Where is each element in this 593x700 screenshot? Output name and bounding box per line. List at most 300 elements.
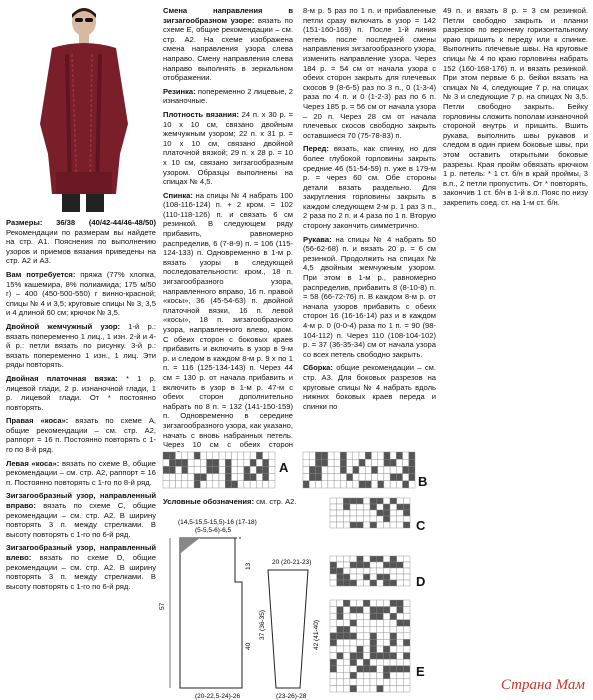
grid-cell xyxy=(383,580,390,586)
grid-cell xyxy=(363,568,370,574)
grid-cell xyxy=(357,568,364,574)
grid-cell xyxy=(383,504,390,510)
grid-cell xyxy=(207,452,213,459)
right-cable-heading: Правая «коса»: xyxy=(6,416,69,426)
grid-cell xyxy=(390,452,396,459)
grid-cell xyxy=(365,481,371,488)
legend-label: Условные обозначения: xyxy=(163,497,255,506)
grid-cell xyxy=(363,639,370,646)
grid-cell xyxy=(188,466,194,473)
dim-body-height: 57 xyxy=(159,602,166,610)
grid-cell xyxy=(330,639,337,646)
grid-cell xyxy=(357,522,364,528)
grid-cell xyxy=(263,466,269,473)
assembly-heading: Сборка: xyxy=(303,363,333,373)
grid-cell xyxy=(330,498,337,504)
grid-cell xyxy=(315,474,321,481)
grid-cell xyxy=(363,562,370,568)
grid-cell xyxy=(353,466,359,473)
grid-cell xyxy=(169,474,175,481)
grid-cell xyxy=(370,626,377,633)
grid-cell xyxy=(330,580,337,586)
grid-cell xyxy=(403,516,410,522)
grid-cell xyxy=(377,620,384,627)
grid-cell xyxy=(330,522,337,528)
grid-cell xyxy=(353,474,359,481)
grid-cell xyxy=(357,574,364,580)
grid-cell xyxy=(350,626,357,633)
grid-cell xyxy=(188,474,194,481)
grid-cell xyxy=(397,574,404,580)
grid-cell xyxy=(403,474,409,481)
grid-cell xyxy=(188,481,194,488)
grid-cell xyxy=(390,639,397,646)
grid-cell xyxy=(363,626,370,633)
grid-cell xyxy=(200,459,206,466)
grid-cell xyxy=(370,653,377,660)
grid-cell xyxy=(371,474,377,481)
grid-cell xyxy=(343,659,350,666)
grid-cell xyxy=(397,562,404,568)
grid-cell xyxy=(343,568,350,574)
grid-cell xyxy=(343,639,350,646)
grid-cell xyxy=(409,474,415,481)
grid-cell xyxy=(363,659,370,666)
grid-cell xyxy=(371,466,377,473)
grid-cell xyxy=(322,452,328,459)
grid-cell xyxy=(303,474,309,481)
grid-cell xyxy=(350,613,357,620)
grid-cell xyxy=(340,452,346,459)
grid-cell xyxy=(396,466,402,473)
rib-text: попеременно 2 лицевые, 2 изнаночные. xyxy=(163,86,293,106)
grid-cell xyxy=(231,466,237,473)
grid-cell xyxy=(359,481,365,488)
grid-cell xyxy=(163,452,169,459)
dim-bottom: (20-22,5-24)-26 xyxy=(195,693,241,700)
grid-cell xyxy=(370,556,377,562)
grid-cell xyxy=(213,481,219,488)
grid-cell xyxy=(384,459,390,466)
grid-cell xyxy=(353,459,359,466)
grid-cell xyxy=(363,646,370,653)
grid-cell xyxy=(343,685,350,692)
grid-cell xyxy=(350,522,357,528)
grid-cell xyxy=(363,607,370,614)
grid-cell xyxy=(370,600,377,607)
grid-cell xyxy=(363,672,370,679)
grid-cell xyxy=(225,481,231,488)
grid-cell xyxy=(269,452,275,459)
grid-cell xyxy=(330,626,337,633)
grid-cell xyxy=(383,653,390,660)
grid-cell xyxy=(353,452,359,459)
grid-cell xyxy=(390,522,397,528)
grid-cell xyxy=(390,562,397,568)
grid-cell xyxy=(334,459,340,466)
grid-cell xyxy=(350,653,357,660)
grid-cell xyxy=(383,626,390,633)
grid-cell xyxy=(337,607,344,614)
sizes-note: Рекомендации по размерам вы найдете на стр. А1. Пояснения по выполнению узоров и приемов вязания приведены на стр. А2 и А3. xyxy=(6,227,156,266)
legend-text: см. стр. А2. xyxy=(254,497,297,506)
grid-cell xyxy=(357,510,364,516)
grid-cell xyxy=(377,633,384,640)
grid-cell xyxy=(396,481,402,488)
grid-cell xyxy=(350,504,357,510)
grid-cell xyxy=(403,646,410,653)
grid-cell xyxy=(337,626,344,633)
grid-cell xyxy=(377,568,384,574)
grid-cell xyxy=(337,659,344,666)
grid-cell xyxy=(337,653,344,660)
grid-cell xyxy=(357,562,364,568)
grid-cell xyxy=(377,574,384,580)
grid-cell xyxy=(357,626,364,633)
grid-cell xyxy=(337,498,344,504)
grid-cell xyxy=(363,556,370,562)
grid-cell xyxy=(403,498,410,504)
grid-cell xyxy=(403,607,410,614)
grid-cell xyxy=(315,459,321,466)
grid-cell xyxy=(397,522,404,528)
grid-cell xyxy=(330,666,337,673)
grid-cell xyxy=(383,666,390,673)
grid-cell xyxy=(337,646,344,653)
grid-cell xyxy=(403,613,410,620)
sizes-value: 36/38 (40/42-44/46-48/50) xyxy=(42,218,156,227)
grid-cell xyxy=(334,481,340,488)
grid-cell xyxy=(383,568,390,574)
grid-cell xyxy=(390,685,397,692)
grid-cell xyxy=(403,639,410,646)
grid-cell xyxy=(377,516,384,522)
grid-cell xyxy=(309,466,315,473)
grid-cell xyxy=(330,504,337,510)
grid-cell xyxy=(397,600,404,607)
grid-cell xyxy=(256,474,262,481)
grid-cell xyxy=(238,466,244,473)
grid-cell xyxy=(390,481,396,488)
grid-cell xyxy=(397,607,404,614)
left-cable-heading: Левая «коса»: xyxy=(6,458,60,468)
direction-heading: Смена направления в зигзагообразном узоре: xyxy=(163,6,293,25)
grid-cell xyxy=(390,672,397,679)
grid-cell xyxy=(363,510,370,516)
grid-cell xyxy=(403,504,410,510)
zigzag-left-heading: Зигзагообразный узор, направленный влево: xyxy=(6,543,156,562)
grid-cell xyxy=(403,626,410,633)
grid-cell xyxy=(315,466,321,473)
grid-cell xyxy=(370,685,377,692)
grid-cell xyxy=(383,646,390,653)
grid-cell xyxy=(377,607,384,614)
grid-cell xyxy=(315,481,321,488)
grid-cell xyxy=(188,459,194,466)
grid-cell xyxy=(397,672,404,679)
grid-cell xyxy=(370,646,377,653)
grid-cell xyxy=(390,498,397,504)
grid-cell xyxy=(343,653,350,660)
grid-cell xyxy=(303,481,309,488)
grid-cell xyxy=(363,574,370,580)
grid-cell xyxy=(337,679,344,686)
grid-cell xyxy=(250,474,256,481)
grid-cell xyxy=(384,452,390,459)
grid-cell xyxy=(370,516,377,522)
grid-cell xyxy=(328,452,334,459)
grid-cell xyxy=(328,481,334,488)
grid-cell xyxy=(390,659,397,666)
grid-cell xyxy=(175,452,181,459)
grid-cell xyxy=(403,574,410,580)
grid-cell xyxy=(337,522,344,528)
grid-cell xyxy=(383,620,390,627)
grid-cell xyxy=(397,685,404,692)
grid-cell xyxy=(330,510,337,516)
watermark: Страна Мам xyxy=(500,677,585,693)
grid-cell xyxy=(370,607,377,614)
dim-top-2: (5-5,5-6)-6,5 xyxy=(195,527,232,534)
grid-cell xyxy=(396,452,402,459)
grid-cell xyxy=(350,672,357,679)
grid-cell xyxy=(377,659,384,666)
grid-cell xyxy=(175,474,181,481)
grid-cell xyxy=(359,452,365,459)
grid-cell xyxy=(397,633,404,640)
assembly-continued-text: 49 п. и вязать 8 р. = 3 см резинкой. Петли свободно закрыть и планки разрезов по верхнему горизонтальному краю пришить к переду или к спинке. Выполнить плечевые швы. На круговые спицы № 4 по краю горловины набрать 152 (160-168-176) п. и вязать резинкой. При этом первые 6 р. бейки вязать на спицах № 4, следующие 7 р. на спицах № 3 и следующие 7 р. на спицах № 3,5. Петли свободно закрыть. Бейку горловины сложить пополам изнаночной стороной внутрь и пришить. Вшить рукава, выполнить швы рукавов и следом в один прием боковые швы, при этом оставить открытыми боковые разрезы. Края пройм обвязать крючком 1 р. петель: * 1 ст. б/н в край проймы, 3 в.п., 2 петли пропустить. От * повторять, закончив 1 ст. б/н в 1-й в.п. Пояс по низу закрепить соед. ст. на 1-м ст. б/н. xyxy=(443,6,588,207)
grid-cell xyxy=(250,459,256,466)
grid-cell xyxy=(409,452,415,459)
grid-cell xyxy=(363,620,370,627)
grid-cell xyxy=(169,459,175,466)
grid-cell xyxy=(363,504,370,510)
grid-cell xyxy=(330,685,337,692)
grid-cell xyxy=(163,474,169,481)
grid-cell xyxy=(378,459,384,466)
grid-cell xyxy=(350,685,357,692)
grid-cell xyxy=(350,639,357,646)
grid-cell xyxy=(343,498,350,504)
grid-cell xyxy=(403,466,409,473)
grid-cell xyxy=(397,556,404,562)
grid-cell xyxy=(343,613,350,620)
grid-cell xyxy=(390,466,396,473)
grid-cell xyxy=(353,481,359,488)
sleeve-heading: Рукава: xyxy=(303,234,332,244)
grid-cell xyxy=(377,613,384,620)
grid-cell xyxy=(337,613,344,620)
grid-cell xyxy=(370,498,377,504)
grid-cell xyxy=(337,633,344,640)
grid-cell xyxy=(330,568,337,574)
grid-cell xyxy=(370,574,377,580)
grid-cell xyxy=(377,522,384,528)
grid-cell xyxy=(225,466,231,473)
grid-cell xyxy=(377,672,384,679)
grid-cell xyxy=(357,679,364,686)
grid-cell xyxy=(397,498,404,504)
back-continued-text: 8-м р. 5 раз по 1 п. и прибавленные петли сразу включать в узор = 142 (151-160-169) п. После 1-й линия петель после последней смены направления зигзагообразного узора, изменить направление узора. Через 184 р. = 54 см от начала узора с обеих сторон закрыть для плечевых скосов 9 (8-6-5) раз по 3 п., 0 (1-3-4) раза по 4 п. и 0 (1-2-3) раз по 6 п. Через 185 р. = 56 см от начала узора – 20 п. Через 28 см от начала плечевых скосов свободно закрыть оставшиеся 70 (75-78-83) п. xyxy=(303,6,436,140)
grid-cell xyxy=(350,646,357,653)
grid-cell xyxy=(363,679,370,686)
grid-cell xyxy=(350,666,357,673)
chart-b-grid xyxy=(303,452,415,488)
grid-cell xyxy=(383,556,390,562)
grid-cell xyxy=(383,574,390,580)
grid-cell xyxy=(370,666,377,673)
materials-text: пряжа (77% хлопка, 15% кашемира, 8% полиамида; 175 м/50 г) – 400 (450-500-550) г винно-красной; спицы № 4 и 3,5; круговые спицы № 3, 3,5 и 4 длиной 60 см; крючок № 3,5. xyxy=(6,269,156,318)
grid-cell xyxy=(390,607,397,614)
grid-cell xyxy=(377,580,384,586)
grid-cell xyxy=(365,474,371,481)
grid-cell xyxy=(328,459,334,466)
grid-cell xyxy=(269,466,275,473)
grid-cell xyxy=(403,633,410,640)
grid-cell xyxy=(219,459,225,466)
grid-cell xyxy=(390,666,397,673)
grid-cell xyxy=(377,685,384,692)
grid-cell xyxy=(330,620,337,627)
gauge-text: 24 п. x 30 р. = 10 x 10 см, связано двойным жемчужным узором; 22 п. x 31 р. = 10 x 10 см, связано двойной платочной вязкой; 29 п. x 28 р. = 10 x 10 см, связано зигзагообразным узором. Образцы выполнены на спицах № 4,5. xyxy=(163,109,293,187)
grid-cell xyxy=(409,466,415,473)
grid-cell xyxy=(182,481,188,488)
grid-cell xyxy=(347,481,353,488)
grid-cell xyxy=(357,639,364,646)
grid-cell xyxy=(244,452,250,459)
grid-cell xyxy=(363,516,370,522)
grid-cell xyxy=(370,659,377,666)
dim-sleeve-height: 42 (41-40) xyxy=(313,620,320,650)
grid-cell xyxy=(383,633,390,640)
grid-cell xyxy=(383,607,390,614)
grid-cell xyxy=(182,466,188,473)
grid-cell xyxy=(337,568,344,574)
grid-cell xyxy=(330,556,337,562)
legend xyxy=(163,497,296,506)
grid-cell xyxy=(350,562,357,568)
grid-cell xyxy=(363,633,370,640)
grid-cell xyxy=(403,685,410,692)
grid-cell xyxy=(390,580,397,586)
grid-cell xyxy=(175,481,181,488)
zigzag-right-heading: Зигзагообразный узор, направленный вправо: xyxy=(6,491,156,511)
grid-cell xyxy=(403,562,410,568)
grid-cell xyxy=(225,474,231,481)
grid-cell xyxy=(309,474,315,481)
grid-cell xyxy=(343,504,350,510)
grid-cell xyxy=(219,474,225,481)
grid-cell xyxy=(303,452,309,459)
column-1 xyxy=(6,218,156,595)
grid-cell xyxy=(207,481,213,488)
grid-cell xyxy=(377,646,384,653)
grid-cell xyxy=(357,653,364,660)
gauge-heading: Плотность вязания: xyxy=(163,109,239,119)
dim-side-1: 13 xyxy=(245,562,252,570)
grid-cell xyxy=(397,639,404,646)
grid-cell xyxy=(309,481,315,488)
grid-cell xyxy=(334,452,340,459)
back-heading: Спинка: xyxy=(163,190,193,200)
grid-cell xyxy=(343,620,350,627)
grid-cell xyxy=(403,556,410,562)
grid-cell xyxy=(403,666,410,673)
grid-cell xyxy=(250,452,256,459)
grid-cell xyxy=(343,633,350,640)
grid-cell xyxy=(378,474,384,481)
back-text: на спицы № 4 набрать 100 (108-116-124) п. + 2 кром. = 102 (110-118-126) п. и связать 6 см резинкой. В следующем ряду прибавить, равномерно распределив, 6 (7-8-9) п. = 106 (115-124-133) п. Одновременно в 1-м р. вязать узоры в следующей последовательности: кром., 18 п. зигзагообразного узора, направленного вправо, 16 п. правой «косы», 36 (45-54-63) п. двойной платочной вязки, 16 п. левой «косы», 18 п. зигзагообразного узора, направленного влево, кром. С обеих сторон с боковых краев прибавить и включить в узор в 9-м р. и следом в каждом 8-м р. 9 x по 1 п. = 116 (125-134-143) п. Через 44 см = 130 р. от начала прибавить и включить в узор в 1-м р. 47-м с обеих сторон дополнительно набрать по 8 п. = 132 (141-150-159) п. Одновременно в середине зигзагообразного узора, как указано, начать с вновь набранных петель. Через 10 см с обеих сторон xyxy=(163,190,293,450)
grid-cell xyxy=(403,620,410,627)
grid-cell xyxy=(357,685,364,692)
grid-cell xyxy=(357,646,364,653)
grid-cell xyxy=(343,574,350,580)
grid-cell xyxy=(357,666,364,673)
grid-cell xyxy=(384,481,390,488)
grid-cell xyxy=(334,474,340,481)
grid-cell xyxy=(269,474,275,481)
grid-cell xyxy=(397,646,404,653)
grid-cell xyxy=(347,452,353,459)
grid-cell xyxy=(256,466,262,473)
grid-cell xyxy=(397,653,404,660)
grid-cell xyxy=(403,653,410,660)
grid-cell xyxy=(403,568,410,574)
grid-cell xyxy=(370,639,377,646)
grid-cell xyxy=(175,466,181,473)
grid-cell xyxy=(363,522,370,528)
grid-cell xyxy=(397,613,404,620)
garment-schematic xyxy=(160,510,330,700)
grid-cell xyxy=(343,679,350,686)
grid-cell xyxy=(390,574,397,580)
grid-cell xyxy=(365,466,371,473)
grid-cell xyxy=(350,600,357,607)
grid-cell xyxy=(200,474,206,481)
grid-cell xyxy=(357,659,364,666)
grid-cell xyxy=(330,646,337,653)
grid-cell xyxy=(359,474,365,481)
grid-cell xyxy=(263,452,269,459)
grid-cell xyxy=(330,516,337,522)
grid-cell xyxy=(343,510,350,516)
grid-cell xyxy=(377,498,384,504)
grid-cell xyxy=(390,679,397,686)
grid-cell xyxy=(357,672,364,679)
sizes-heading: Размеры: xyxy=(6,218,43,227)
grid-cell xyxy=(337,516,344,522)
grid-cell xyxy=(337,504,344,510)
garter-text: * 1 р. лицевой глади, 2 р. изнаночной глади, 1 р. лицевой глади. От * постоянно повторять. xyxy=(6,373,156,412)
grid-cell xyxy=(370,672,377,679)
grid-cell xyxy=(330,562,337,568)
grid-cell xyxy=(396,474,402,481)
grid-cell xyxy=(219,466,225,473)
grid-cell xyxy=(330,633,337,640)
chart-d-grid xyxy=(330,556,410,586)
grid-cell xyxy=(397,659,404,666)
grid-cell xyxy=(337,600,344,607)
grid-cell xyxy=(370,620,377,627)
grid-cell xyxy=(343,562,350,568)
grid-cell xyxy=(383,613,390,620)
grid-cell xyxy=(397,580,404,586)
grid-cell xyxy=(377,600,384,607)
grid-cell xyxy=(315,452,321,459)
dim-sleeve-bottom: (23-26)-28 xyxy=(276,693,307,700)
grid-cell xyxy=(371,481,377,488)
grid-cell xyxy=(390,516,397,522)
